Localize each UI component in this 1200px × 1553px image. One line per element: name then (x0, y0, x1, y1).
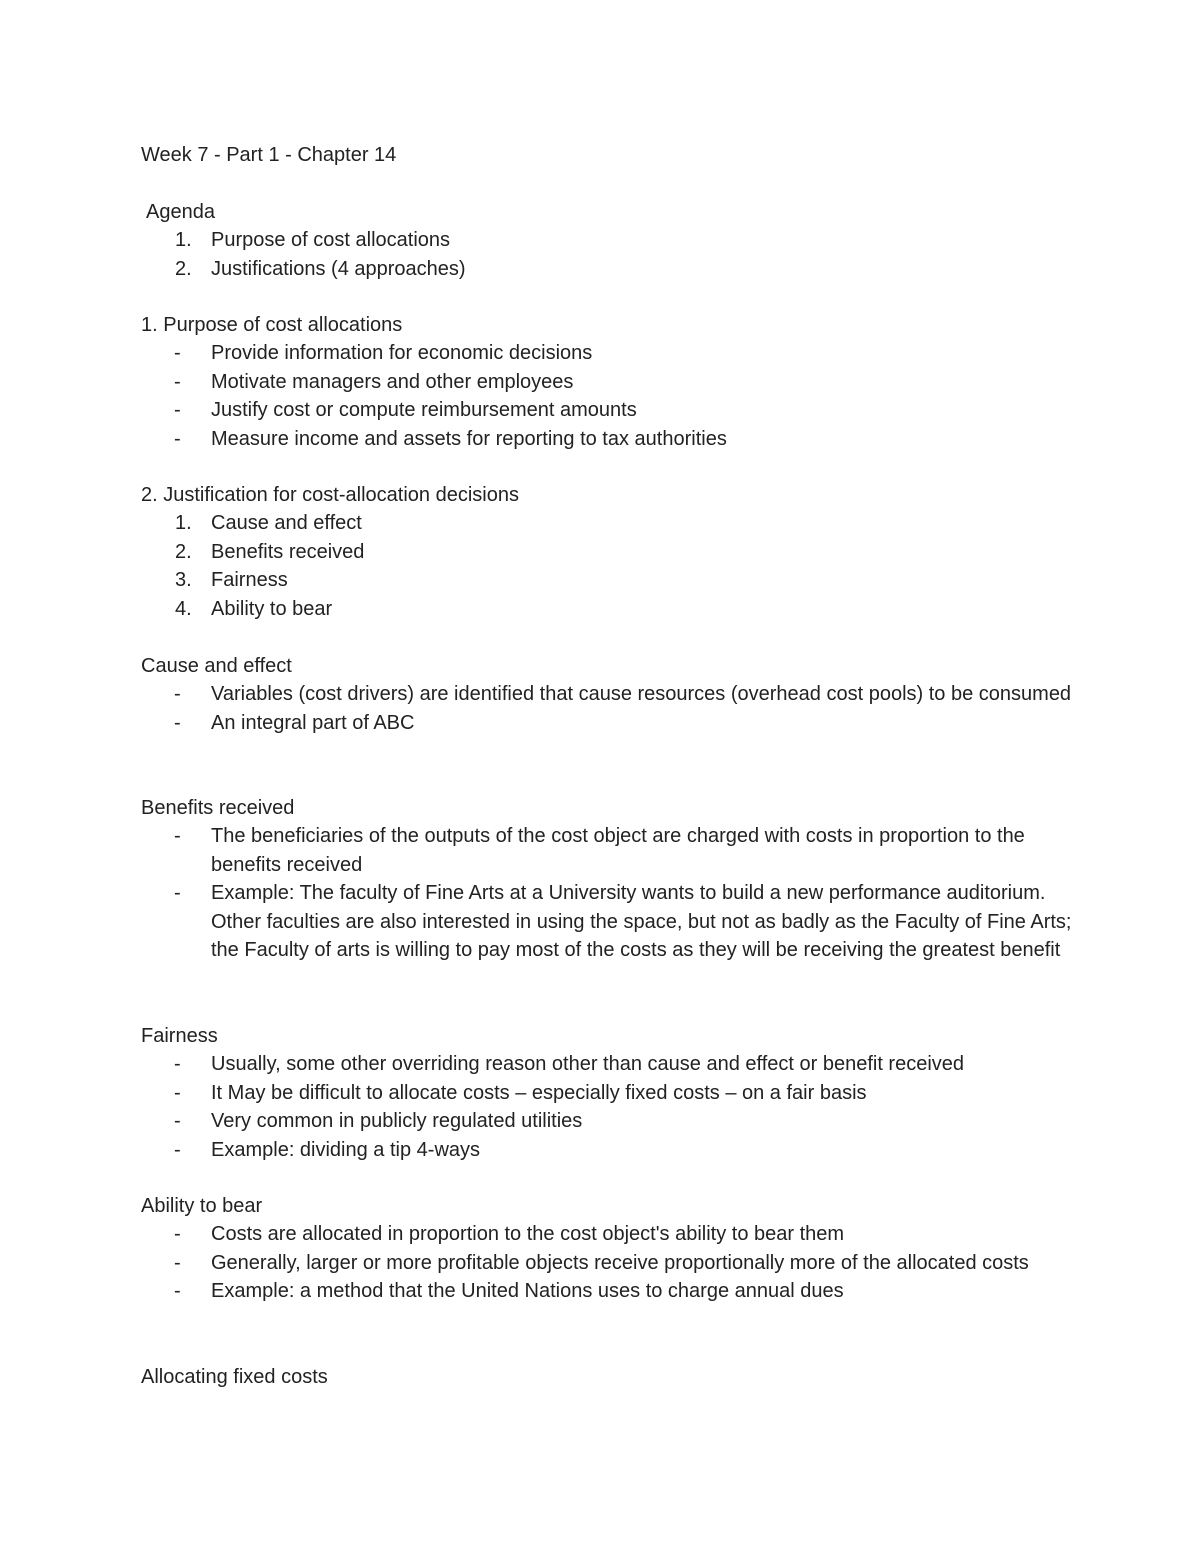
list-item: - Measure income and assets for reporting to tax authorities (141, 425, 1081, 453)
dash-list (141, 822, 1081, 964)
dash-bullet: - (174, 683, 181, 706)
dash-bullet: - (174, 370, 181, 393)
list-item: 1. Purpose of cost allocations (141, 226, 1081, 254)
list-item: 2. Benefits received (141, 538, 1081, 566)
list-item: - An integral part of ABC (141, 709, 1081, 737)
dash-bullet: - (174, 1251, 181, 1274)
dash-bullet: - (174, 825, 181, 848)
section-agenda (141, 198, 1081, 283)
list-item: - Motivate managers and other employees (141, 368, 1081, 396)
dash-bullet: - (174, 711, 181, 734)
list-item: - Example: The faculty of Fine Arts at a University wants to build a new performance auditorium. Other faculties are also interested in using the space, but not as badly as the Faculty of Fine Arts; the Faculty of arts is willing to pay most of the costs as they will be receiving the greatest benefit (141, 879, 1081, 964)
dash-bullet: - (174, 342, 181, 365)
section-heading: Cause and effect (141, 655, 292, 677)
numbered-list (141, 226, 1081, 283)
dash-bullet: - (174, 882, 181, 905)
list-item: 1. Cause and effect (141, 509, 1081, 537)
dash-bullet: - (174, 1138, 181, 1161)
dash-bullet: - (174, 1110, 181, 1133)
list-number: 2. (175, 257, 192, 280)
list-item: 2. Justifications (4 approaches) (141, 255, 1081, 283)
document-title: Week 7 - Part 1 - Chapter 14 (141, 144, 397, 166)
list-number: 3. (175, 569, 192, 592)
list-item: 4. Ability to bear (141, 595, 1081, 623)
dash-list (141, 1220, 1081, 1305)
dash-list (141, 339, 1081, 453)
section-justification (141, 481, 1081, 623)
section-heading: Benefits received (141, 797, 295, 819)
list-item: - Example: a method that the United Nations uses to charge annual dues (141, 1277, 1081, 1305)
list-item: - Provide information for economic decisions (141, 339, 1081, 367)
section-heading: Allocating fixed costs (141, 1366, 328, 1388)
dash-bullet: - (174, 1053, 181, 1076)
list-item: 3. Fairness (141, 566, 1081, 594)
list-item: - Usually, some other overriding reason other than cause and effect or benefit received (141, 1050, 1081, 1078)
list-item: - Example: dividing a tip 4-ways (141, 1136, 1081, 1164)
section-cause-effect (141, 652, 1081, 737)
dash-bullet: - (174, 1280, 181, 1303)
dash-list (141, 680, 1081, 737)
list-item: - Generally, larger or more profitable objects receive proportionally more of the allocated costs (141, 1249, 1081, 1277)
dash-bullet: - (174, 427, 181, 450)
list-item: - Very common in publicly regulated utilities (141, 1107, 1081, 1135)
section-heading: Ability to bear (141, 1195, 263, 1217)
section-fairness (141, 1022, 1081, 1164)
list-number: 4. (175, 597, 192, 620)
list-number: 1. (175, 512, 192, 535)
section-benefits (141, 794, 1081, 964)
list-number: 1. (175, 229, 192, 252)
list-item: - Variables (cost drivers) are identified that cause resources (overhead cost pools) to be consumed (141, 680, 1081, 708)
section-heading: 1. Purpose of cost allocations (141, 314, 403, 336)
numbered-list (141, 509, 1081, 623)
dash-bullet: - (174, 1081, 181, 1104)
list-item: - Costs are allocated in proportion to the cost object's ability to bear them (141, 1220, 1081, 1248)
dash-bullet: - (174, 399, 181, 422)
section-fixed-costs (141, 1363, 1081, 1391)
list-item: - The beneficiaries of the outputs of the cost object are charged with costs in proportion to the benefits received (141, 822, 1081, 879)
section-purpose (141, 311, 1081, 453)
list-item: - Justify cost or compute reimbursement amounts (141, 396, 1081, 424)
list-number: 2. (175, 540, 192, 563)
section-heading: 2. Justification for cost-allocation decisions (141, 484, 519, 506)
dash-list (141, 1050, 1081, 1164)
dash-bullet: - (174, 1223, 181, 1246)
section-ability (141, 1192, 1081, 1306)
list-item: - It May be difficult to allocate costs – especially fixed costs – on a fair basis (141, 1079, 1081, 1107)
section-heading: Fairness (141, 1025, 218, 1047)
section-heading: Agenda (146, 201, 215, 223)
